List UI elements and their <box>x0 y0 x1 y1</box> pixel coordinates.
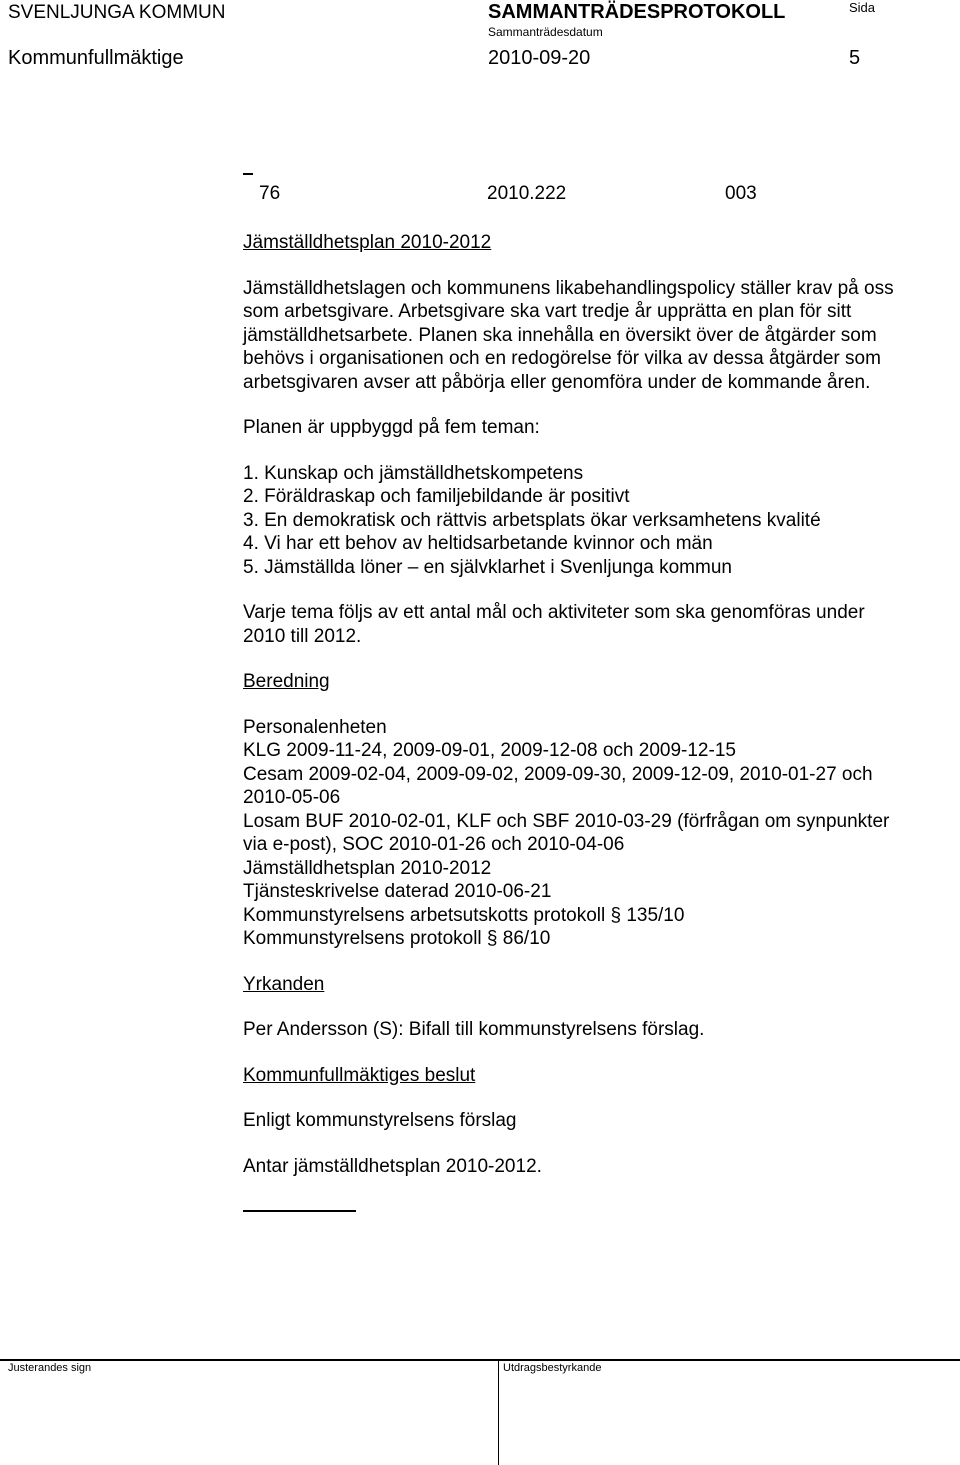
theme-item: 4. Vi har ett behov av heltidsarbetande kvinnor och män <box>243 533 713 554</box>
diarienummer: 2010.222 <box>487 183 567 204</box>
minutes-item <box>243 183 943 1178</box>
organization-name: SVENLJUNGA KOMMUN <box>8 2 226 23</box>
decision-body: Kommunfullmäktige <box>8 47 184 69</box>
beredning-line: Jämställdhetsplan 2010-2012 <box>243 857 492 879</box>
beredning-line: Kommunstyrelsens arbetsutskotts protokoll § 135/10 <box>243 904 685 926</box>
intro-line: arbetsgivaren avser att påbörja eller genomföra under de kommande åren. <box>243 371 871 393</box>
meeting-date: 2010-09-20 <box>488 47 591 69</box>
beredning-line: Cesam 2009-02-04, 2009-09-02, 2009-09-30, 2009-12-09, 2010-01-27 och <box>243 763 873 785</box>
beslut-heading: Kommunfullmäktiges beslut <box>243 1064 476 1086</box>
intro-line: som arbetsgivare. Arbetsgivare ska vart tredje år upprätta en plan för sitt <box>243 301 852 322</box>
beredning-list <box>243 716 943 951</box>
justerandes-sign-label: Justerandes sign <box>8 1362 92 1374</box>
item-heading: Jämställdhetsplan 2010-2012 <box>243 232 492 253</box>
outro-line: 2010 till 2012. <box>243 625 362 647</box>
beredning-line: 2010-05-06 <box>243 787 341 808</box>
outro-line: Varje tema följs av ett antal mål och aktiviteter som ska genomföras under <box>243 602 865 623</box>
date-label: Sammanträdesdatum <box>488 25 603 39</box>
beredning-line: KLG 2009-11-24, 2009-09-01, 2009-12-08 och 2009-12-15 <box>243 740 736 761</box>
beslut-line: Antar jämställdhetsplan 2010-2012. <box>243 1155 542 1177</box>
beredning-line: Losam BUF 2010-02-01, KLF och SBF 2010-03-29 (förfrågan om synpunkter <box>243 810 890 832</box>
beredning-heading: Beredning <box>243 671 330 692</box>
intro-line: jämställdhetsarbete. Planen ska innehålla en översikt över de åtgärder som <box>243 324 877 346</box>
theme-item: 5. Jämställda löner – en självklarhet i Svenljunga kommun <box>243 556 732 578</box>
theme-item: 3. En demokratisk och rättvis arbetsplats ökar verksamhetens kvalité <box>243 509 821 531</box>
page-number: 5 <box>849 47 861 69</box>
intro-line: behövs i organisationen och en redogörelse för vilka av dessa åtgärder som <box>243 348 881 369</box>
beredning-line: Tjänsteskrivelse daterad 2010-06-21 <box>243 881 552 902</box>
document-title: SAMMANTRÄDESPROTOKOLL <box>488 1 786 23</box>
themes-list <box>243 462 943 580</box>
footer-divider <box>498 1361 499 1465</box>
themes-outro <box>243 601 943 648</box>
footer-rule <box>0 1359 960 1361</box>
intro-line: Jämställdhetslagen och kommunens likabehandlingspolicy ställer krav på oss <box>243 277 894 299</box>
themes-intro: Planen är uppbyggd på fem teman: <box>243 417 540 438</box>
section-mark <box>243 173 253 175</box>
utdragsbestyrkande-label: Utdragsbestyrkande <box>503 1362 602 1374</box>
theme-item: 2. Föräldraskap och familjebildande är positivt <box>243 486 630 507</box>
beredning-line: Kommunstyrelsens protokoll § 86/10 <box>243 928 551 949</box>
yrkanden-text: Per Andersson (S): Bifall till kommunstyrelsens förslag. <box>243 1019 705 1040</box>
page-label: Sida <box>849 0 876 15</box>
beredning-line: via e-post), SOC 2010-01-26 och 2010-04-06 <box>243 834 625 855</box>
beredning-line: Personalenheten <box>243 716 387 738</box>
item-reference-row <box>243 183 943 209</box>
archive-code: 003 <box>725 183 757 204</box>
closing-separator <box>243 1210 356 1212</box>
beslut-line: Enligt kommunstyrelsens förslag <box>243 1110 517 1131</box>
theme-item: 1. Kunskap och jämställdhetskompetens <box>243 462 584 484</box>
paragraph-number: 76 <box>259 183 281 204</box>
intro-paragraph <box>243 277 943 395</box>
yrkanden-heading: Yrkanden <box>243 973 325 995</box>
